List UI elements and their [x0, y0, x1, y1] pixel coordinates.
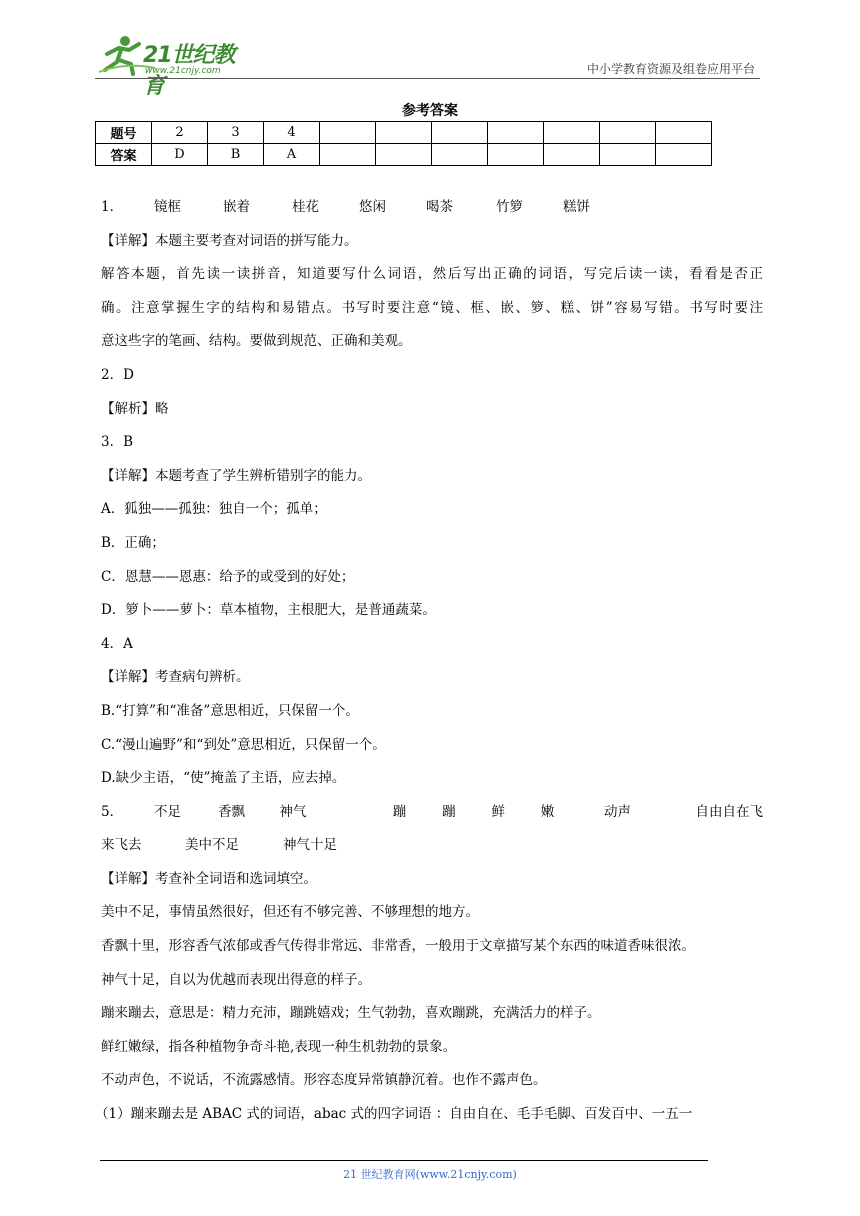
answer-content — [95, 196, 763, 1137]
explanation-line: 鲜红嫩绿，指各种植物争奇斗艳,表现一种生机勃勃的景象。 — [101, 1038, 457, 1055]
detail-line — [101, 230, 763, 264]
table-header-cell: 答案 — [96, 144, 152, 166]
answer-word: 糕饼 — [563, 199, 590, 215]
explanation-line: 解答本题，首先读一读拼音，知道要写什么词语，然后写出正确的词语，写完后读一读，看看是否正 — [101, 266, 763, 283]
answer-word: 自由自在 — [695, 803, 750, 820]
table-cell — [320, 122, 376, 144]
question-number: 5． — [101, 803, 124, 820]
answer-word: 神气 — [279, 803, 307, 820]
answer-word: 蹦 — [392, 803, 407, 820]
answer-word: 不足 — [154, 803, 182, 820]
explanation-line: 美中不足，事情虽然很好，但还有不够完善、不够理想的地方。 — [101, 904, 479, 921]
table-cell — [432, 122, 488, 144]
answer-table — [95, 121, 712, 166]
detail-text: 考查补全词语和选词填空。 — [155, 870, 317, 887]
footer-divider — [100, 1160, 708, 1161]
explanation-line: 神气十足，自以为优越而表现出得意的样子。 — [101, 971, 371, 988]
table-header-cell: 题号 — [96, 122, 152, 144]
answer-word: 来飞去 — [101, 837, 142, 854]
answer-word: 蹦 — [442, 803, 456, 820]
analysis-text: 略 — [155, 400, 169, 417]
table-cell — [544, 122, 600, 144]
answer-word: 鲜 — [491, 803, 506, 820]
logo-text: 21世纪教育 — [143, 43, 235, 99]
detail-line — [101, 868, 763, 902]
explanation-line: 确。注意掌握生字的结构和易错点。书写时要注意“镜、框、嵌、箩、糕、饼”容易写错。书写时要注 — [101, 299, 763, 316]
explanation-line: A．狐独——孤独：独自一个；孤单； — [101, 501, 327, 518]
table-cell — [656, 144, 712, 166]
question-number: 2．D — [101, 366, 134, 383]
table-cell: 2 — [152, 122, 208, 144]
explanation-line: 蹦来蹦去，意思是：精力充沛，蹦跳嬉戏；生气勃勃，喜欢蹦跳，充满活力的样子。 — [101, 1005, 601, 1022]
table-cell — [600, 144, 656, 166]
answer-word: 镜框 — [154, 199, 181, 215]
q1-words-line — [101, 196, 763, 230]
answer-word: 美中不足 — [185, 837, 239, 854]
explanation-line: D.缺少主语，“使”掩盖了主语，应去掉。 — [101, 770, 346, 787]
explanation-line: 香飘十里，形容香气浓郁或香气传得非常远、非常香，一般用于文章描写某个东西的味道香味很浓。 — [101, 938, 695, 955]
question-number: 3．B — [101, 434, 134, 451]
explanation-line: C.“漫山遍野”和“到处”意思相近，只保留一个。 — [101, 736, 386, 753]
platform-name: 中小学教育资源及组卷应用平台 — [586, 62, 755, 76]
table-cell: 3 — [208, 122, 264, 144]
logo-url: www.21cnjy.com — [145, 66, 221, 76]
answer-word: 悠闲 — [359, 199, 386, 215]
explanation-line: C．恩慧——恩惠：给予的或受到的好处； — [101, 568, 355, 585]
explanation-line: B．正确； — [101, 534, 165, 551]
detail-label: 【详解】 — [101, 232, 155, 249]
footer-link[interactable]: 21 世纪教育网(www.21cnjy.com) — [343, 1168, 517, 1181]
explanation-line: D．箩卜——萝卜：草本植物，主根肥大，是普通蔬菜。 — [101, 602, 436, 619]
answer-word: 动声 — [604, 803, 632, 820]
detail-label: 【详解】 — [101, 870, 155, 887]
table-cell — [376, 122, 432, 144]
q5-words-line-2 — [101, 834, 763, 868]
answer-word: 竹箩 — [496, 199, 523, 215]
table-cell: B — [208, 144, 264, 166]
explanation-line: 意这些字的笔画、结构。要做到规范、正确和美观。 — [101, 333, 412, 350]
detail-line — [101, 666, 763, 700]
table-cell: A — [264, 144, 320, 166]
table-cell — [600, 122, 656, 144]
table-row — [96, 144, 712, 166]
answer-word: 喝茶 — [426, 199, 453, 215]
detail-text: 本题主要考查对词语的拼写能力。 — [155, 232, 358, 249]
table-row — [96, 122, 712, 144]
answer-word: 香飘 — [218, 803, 246, 820]
answer-word: 嫩 — [540, 803, 555, 820]
answer-word: 嵌着 — [223, 199, 250, 215]
detail-label: 【详解】 — [101, 669, 155, 686]
detail-line — [101, 465, 763, 499]
logo — [95, 32, 255, 99]
detail-text: 考查病句辨析。 — [155, 669, 250, 686]
answer-word: 桂花 — [292, 199, 319, 215]
table-cell — [544, 144, 600, 166]
answer-word: 飞 — [749, 803, 763, 820]
table-cell — [488, 122, 544, 144]
explanation-line: （1）蹦来蹦去是 ABAC 式的词语，abac 式的四字词语 ：自由自在、毛手毛脚、百发百中、一五一 — [95, 1106, 693, 1123]
table-cell — [432, 144, 488, 166]
detail-label: 【详解】 — [101, 467, 155, 484]
explanation-line: B.“打算”和“准备”意思相近，只保留一个。 — [101, 702, 359, 719]
detail-text: 本题考查了学生辨析错别字的能力。 — [155, 467, 371, 484]
analysis-line — [101, 398, 763, 432]
table-cell — [488, 144, 544, 166]
table-cell: 4 — [264, 122, 320, 144]
page-header — [95, 28, 755, 99]
table-cell — [656, 122, 712, 144]
table-cell: D — [152, 144, 208, 166]
page-title: 参考答案 — [402, 103, 458, 119]
answer-word: 神气十足 — [283, 837, 337, 854]
question-number: 1． — [101, 199, 124, 215]
explanation-line: 不动声色，不说话，不流露感情。形容态度异常镇静沉着。也作不露声色。 — [101, 1072, 547, 1089]
q5-words-line — [101, 801, 763, 835]
header-divider — [95, 78, 760, 79]
analysis-label: 【解析】 — [101, 400, 155, 417]
question-number: 4．A — [101, 635, 133, 652]
table-cell — [320, 144, 376, 166]
table-cell — [376, 144, 432, 166]
